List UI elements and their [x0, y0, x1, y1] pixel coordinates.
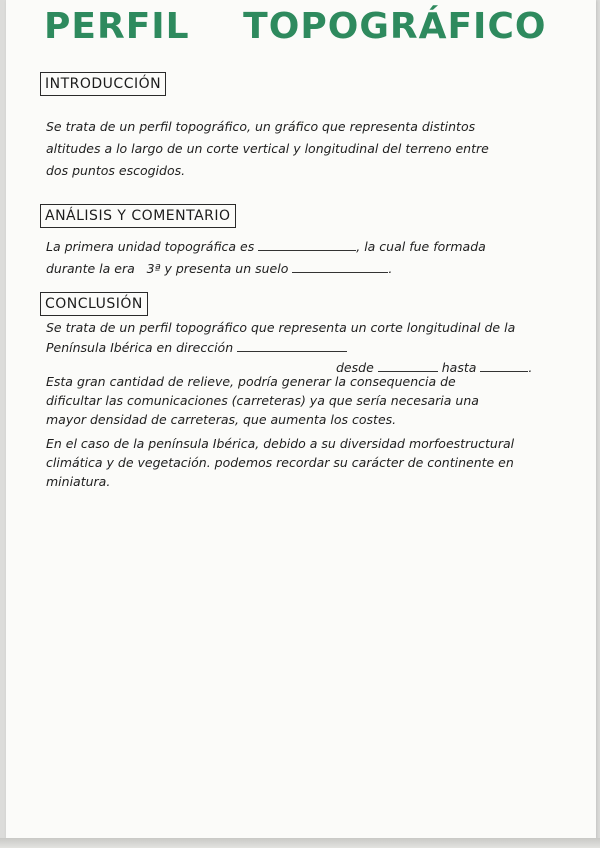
conclusion-p3-line-3: miniatura.: [46, 474, 111, 489]
intro-line-1: Se trata de un perfil topográfico, un gráfico que representa distintos: [46, 119, 476, 134]
conclusion-text-desde: desde: [336, 360, 374, 375]
blank-suelo: [292, 271, 388, 273]
analisis-line-2: [46, 258, 591, 280]
analisis-text-2a: durante la era: [46, 261, 135, 276]
intro-paragraph: [46, 116, 591, 182]
conclusion-p2-line-3: mayor densidad de carreteras, que aumenta los costes.: [46, 412, 397, 427]
intro-line-2: altitudes a lo largo de un corte vertical y longitudinal del terreno entre: [46, 141, 489, 156]
analisis-line-1: [46, 236, 591, 258]
analisis-text-1b: , la cual fue formada: [356, 239, 486, 254]
page-edge: [0, 838, 600, 848]
conclusion-paragraph-1: [46, 318, 591, 378]
conclusion-text-2a: Península Ibérica en dirección: [46, 340, 234, 355]
analisis-text-2c: y presenta un suelo: [164, 261, 289, 276]
page-title: [44, 6, 584, 47]
intro-line-3: dos puntos escogidos.: [46, 163, 186, 178]
blank-unidad: [258, 249, 356, 251]
conclusion-paragraph-3: [46, 434, 591, 491]
analisis-paragraph: [46, 236, 591, 280]
conclusion-p2-line-1: Esta gran cantidad de relieve, podría generar la consequencia de: [46, 374, 456, 389]
title-word-2: TOPOGRÁFICO: [243, 6, 547, 47]
heading-conclusion: CONCLUSIÓN: [40, 292, 148, 316]
title-word-1: PERFIL: [44, 6, 190, 47]
conclusion-p3-line-2: climática y de vegetación. podemos recordar su carácter de continente en: [46, 455, 514, 470]
conclusion-line-2: [46, 338, 591, 358]
conclusion-p3-line-1: En el caso de la península Ibérica, debido a su diversidad morfoestructural: [46, 436, 515, 451]
conclusion-text-end: .: [528, 360, 533, 375]
analisis-era: 3ª: [146, 261, 161, 276]
conclusion-line-1: Se trata de un perfil topográfico que representa un corte longitudinal de la: [46, 320, 516, 335]
heading-analisis: ANÁLISIS Y COMENTARIO: [40, 204, 236, 228]
heading-introduccion: INTRODUCCIÓN: [40, 72, 166, 96]
conclusion-text-hasta: hasta: [441, 360, 477, 375]
conclusion-paragraph-2: [46, 372, 591, 429]
blank-direccion: [237, 350, 347, 352]
document-page: [6, 0, 596, 840]
analisis-text-2d: .: [388, 261, 393, 276]
conclusion-p2-line-2: dificultar las comunicaciones (carreteras) ya que sería necesaria una: [46, 393, 479, 408]
analisis-text-1a: La primera unidad topográfica es: [46, 239, 255, 254]
